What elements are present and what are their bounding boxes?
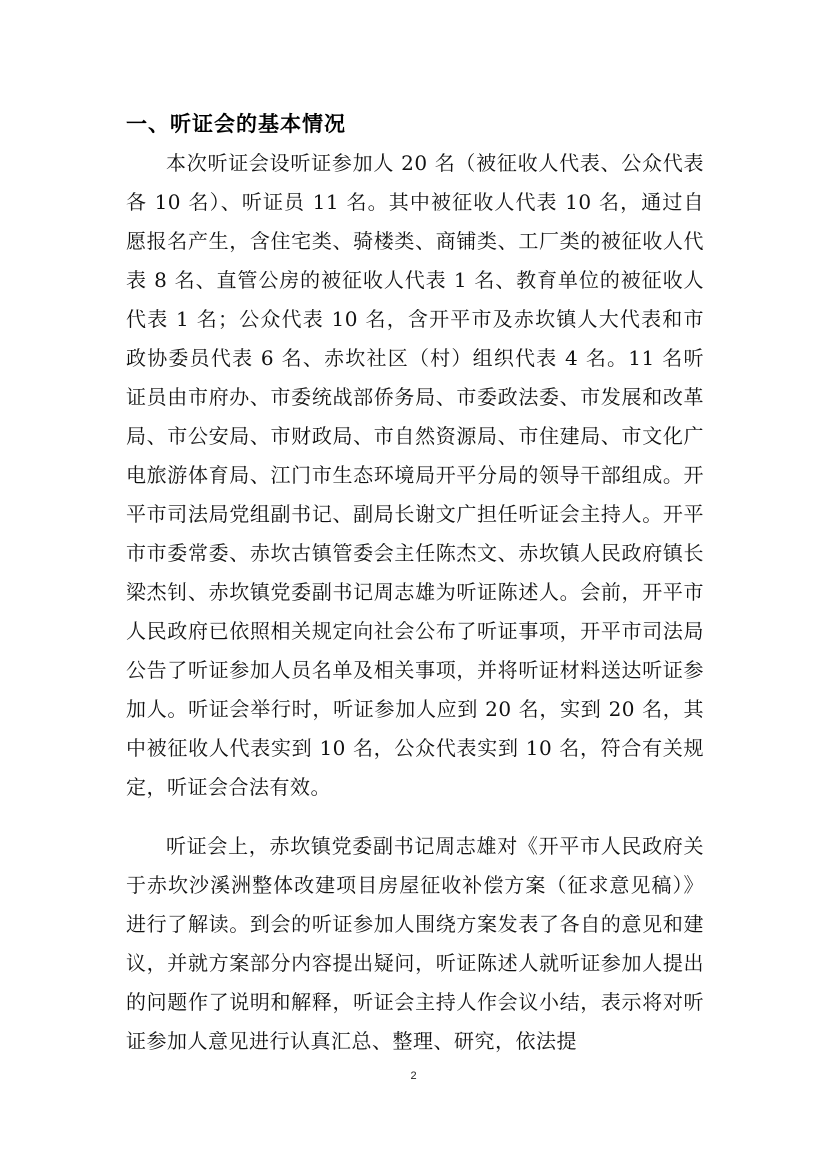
paragraph-hearing-proceedings: 听证会上，赤坎镇党委副书记周志雄对《开平市人民政府关于赤坎沙溪洲整体改建项目房屋征收补偿方案（征求意见稿）》进行了解读。到会的听证参加人围绕方案发表了各自的意见和建议，并就方案部分内容提出疑问，听证陈述人就听证参加人提出的问题作了说明和解释，听证会主持人作会议小结，表示将对听证参加人意见进行认真汇总、整理、研究，依法提 [126,834,704,1053]
section-heading: 一、听证会的基本情况 [126,112,346,136]
paragraph-basic-info: 本次听证会设听证参加人 20 名（被征收人代表、公众代表各 10 名）、听证员 11 名。其中被征收人代表 10 名，通过自愿报名产生，含住宅类、骑楼类、商铺类、工厂类的被征收人代表 8 名、直管公房的被征收人代表 1 名、教育单位的被征收人代表 1 名；公众代表 10 名，含开平市及赤坎镇人大代表和市政协委员代表 6 名、赤坎社区（村）组织代表 4 名。11 名听证员由市府办、市委统战部侨务局、市委政法委、市发展和改革局、市公安局、市财政局、市自然资源局、市住建局、市文化广电旅游体育局、江门市生态环境局开平分局的领导干部组成。开平市司法局党组副书记、副局长谢文广担任听证会主持人。开平市市委常委、赤坎古镇管委会主任陈杰文、赤坎镇人民政府镇长梁杰钊、赤坎镇党委副书记周志雄为听证陈述人。会前，开平市人民政府已依照相关规定向社会公布了听证事项，开平市司法局公告了听证参加人员名单及相关事项，并将听证材料送达听证参加人。听证会举行时，听证参加人应到 20 名，实到 20 名，其中被征收人代表实到 10 名，公众代表实到 10 名，符合有关规定，听证会合法有效。 [126,151,704,799]
page-number: 2 [410,1070,417,1082]
